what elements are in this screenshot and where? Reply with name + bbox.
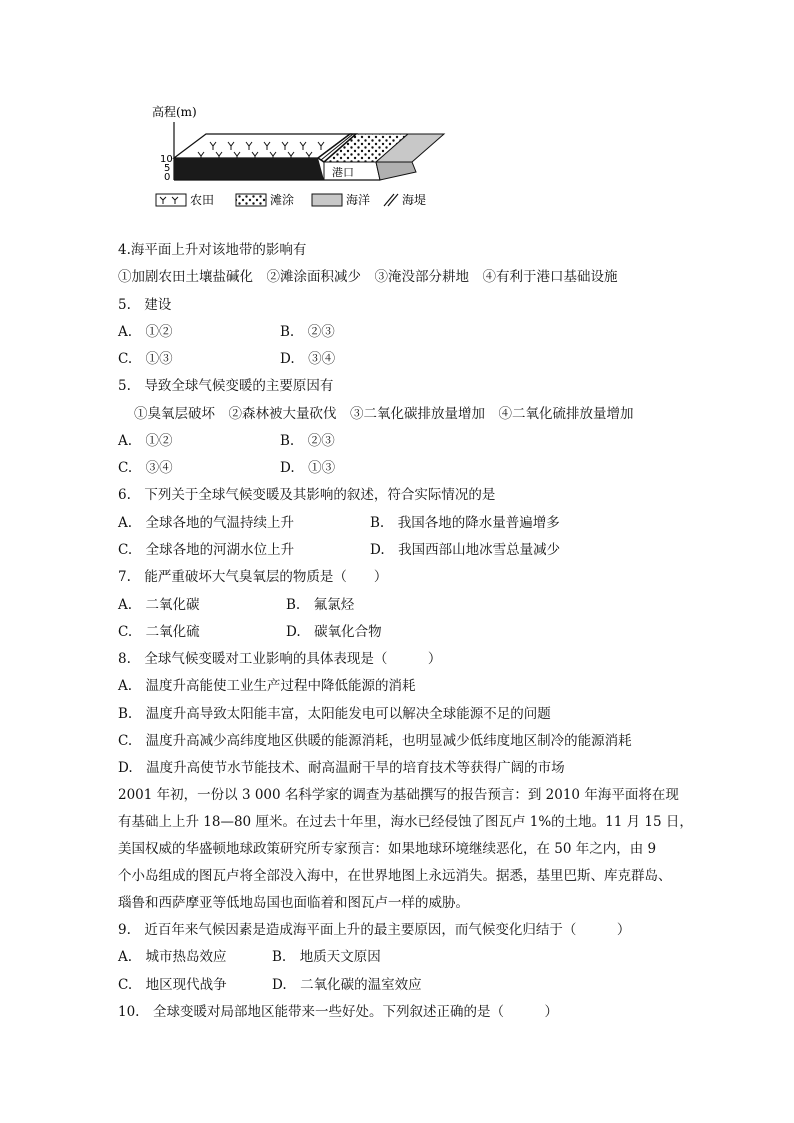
ocean-front <box>376 162 416 180</box>
tick-5: 5 <box>164 163 171 174</box>
passage-line-3: 美国权威的华盛顿地球政策研究所专家预言：如果地球环境继续恶化，在 50 年之内，由 9 <box>118 841 657 857</box>
legend-ocean-label: 海洋 <box>346 193 371 207</box>
q7-option-a[interactable]: A. 二氧化碳 <box>118 597 200 613</box>
q5-statements: ①臭氧层破坏 ②森林被大量砍伐 ③二氧化碳排放量增加 ④二氧化硫排放量增加 <box>134 406 634 422</box>
q5-option-c[interactable]: C. ③④ <box>118 460 173 476</box>
q6-option-d[interactable]: D. 我国西部山地冰雪总量减少 <box>370 542 561 558</box>
q9-option-d[interactable]: D. 二氧化碳的温室效应 <box>272 977 422 993</box>
q8-stem: 8. 全球气候变暖对工业影响的具体表现是（ ） <box>118 651 442 667</box>
q4-option-b[interactable]: B. ②③ <box>280 324 335 340</box>
y-axis-label: 高程(m) <box>152 105 197 119</box>
q6-option-a[interactable]: A. 全球各地的气温持续上升 <box>118 515 295 531</box>
legend-farmland-swatch <box>156 194 186 206</box>
legend-tidal-flat-label: 滩涂 <box>270 193 295 207</box>
legend-farmland-label: 农田 <box>190 193 215 207</box>
q4-option-d[interactable]: D. ③④ <box>280 351 336 367</box>
q9-option-c[interactable]: C. 地区现代战争 <box>118 977 227 993</box>
passage-line-1: 2001 年初，一份以 3 000 名科学家的调查为基础撰写的报告预言：到 2010 年海平面将在现 <box>118 787 679 803</box>
q5-option-d[interactable]: D. ①③ <box>280 460 336 476</box>
land-front-face <box>174 158 324 180</box>
passage-line-5: 瑙鲁和西萨摩亚等低地岛国也面临着和图瓦卢一样的威胁。 <box>118 895 469 911</box>
q7-stem: 7. 能严重破坏大气臭氧层的物质是（ ） <box>118 569 388 585</box>
tick-10: 10 <box>160 154 173 165</box>
q8-option-b[interactable]: B. 温度升高导致太阳能丰富，太阳能发电可以解决全球能源不足的问题 <box>118 706 551 722</box>
elevation-profile-figure <box>150 100 460 228</box>
q9-option-b[interactable]: B. 地质天文原因 <box>272 949 381 965</box>
legend-seawall-label: 海堤 <box>402 193 427 207</box>
q5-option-b[interactable]: B. ②③ <box>280 433 335 449</box>
tick-0: 0 <box>164 172 171 183</box>
q6-option-b[interactable]: B. 我国各地的降水量普遍增多 <box>370 515 560 531</box>
q8-option-d[interactable]: D. 温度升高使节水节能技术、耐高温耐干旱的培育技术等获得广阔的市场 <box>118 760 565 776</box>
q4-option-a[interactable]: A. ①② <box>118 324 173 340</box>
q6-stem: 6. 下列关于全球气候变暖及其影响的叙述，符合实际情况的是 <box>118 487 496 503</box>
port-label: 港口 <box>332 166 354 179</box>
q4-extra-line: 5. 建设 <box>118 297 172 313</box>
q5-stem: 5. 导致全球气候变暖的主要原因有 <box>118 378 334 394</box>
legend-ocean-swatch <box>312 194 342 206</box>
q10-stem: 10. 全球变暖对局部地区能带来一些好处。下列叙述正确的是（ ） <box>118 1004 558 1020</box>
q9-stem: 9. 近百年来气候因素是造成海平面上升的最主要原因，而气候变化归结于（ ） <box>118 922 631 938</box>
legend <box>156 193 426 207</box>
q7-option-b[interactable]: B. 氟氯烃 <box>286 597 355 613</box>
q6-option-c[interactable]: C. 全球各地的河湖水位上升 <box>118 542 295 558</box>
passage-line-4: 个小岛组成的图瓦卢将全部没入海中，在世界地图上永远消失。据悉，基里巴斯、库克群岛、 <box>118 868 672 884</box>
q5-option-a[interactable]: A. ①② <box>118 433 173 449</box>
q8-option-a[interactable]: A. 温度升高能使工业生产过程中降低能源的消耗 <box>118 678 416 694</box>
q4-option-c[interactable]: C. ①③ <box>118 351 173 367</box>
legend-seawall-swatch <box>384 194 398 206</box>
q8-option-c[interactable]: C. 温度升高减少高纬度地区供暖的能源消耗，也明显减少低纬度地区制冷的能源消耗 <box>118 733 632 749</box>
q7-option-d[interactable]: D. 碳氧化合物 <box>286 624 382 640</box>
passage-line-2: 有基础上上升 18—80 厘米。在过去十年里，海水已经侵蚀了图瓦卢 1%的土地。11 月 15 日， <box>118 814 693 830</box>
elevation-profile-diagram <box>150 100 460 228</box>
q4-statements: ①加剧农田土壤盐碱化 ②滩涂面积减少 ③淹没部分耕地 ④有利于港口基础设施 <box>118 269 618 285</box>
legend-tidal-flat-swatch <box>236 194 266 206</box>
q9-option-a[interactable]: A. 城市热岛效应 <box>118 949 227 965</box>
q4-stem: 4.海平面上升对该地带的影响有 <box>118 242 307 258</box>
q7-option-c[interactable]: C. 二氧化硫 <box>118 624 200 640</box>
